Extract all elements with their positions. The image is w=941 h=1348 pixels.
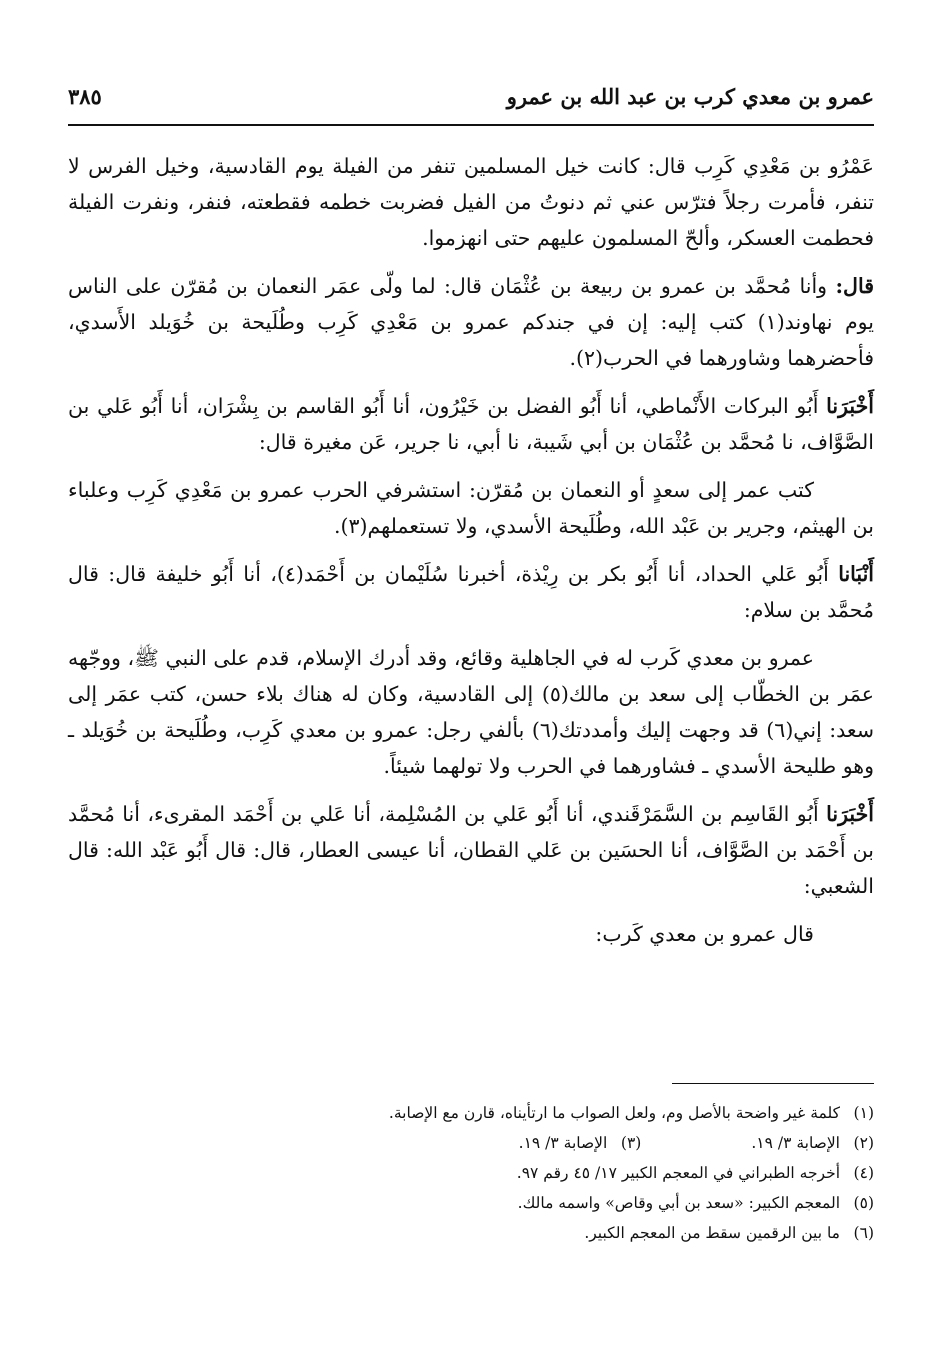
footnote-number: (٤) — [853, 1164, 874, 1182]
paragraph-lead-word: أَنْبَانا — [838, 562, 874, 586]
paragraph-text: وأنا مُحمَّد بن عمرو بن ربيعة بن عُثْمَان قال: لما ولّى عمَر النعمان بن مُقرّن على الناس يوم نهاوند(١) كتب إليه: إن في جندكم عمرو بن مَعْدِي كَرِب وطُلَيحة بن خُوَيلد الأَسدي، فأحضرهما وشاورهما في الحرب(٢). — [68, 274, 874, 370]
footnote-5 — [68, 1188, 874, 1218]
page-header — [68, 78, 874, 126]
footnote-number: (٥) — [853, 1194, 874, 1212]
paragraph-lead-word: قال: — [835, 274, 874, 298]
footnote-4 — [68, 1158, 874, 1188]
paragraph-lead-word: أَخْبَرَنا — [826, 394, 874, 418]
paragraph-6 — [68, 640, 874, 784]
footnote-1 — [68, 1098, 874, 1128]
footnote-text: ما بين الرقمين سقط من المعجم الكبير. — [584, 1224, 840, 1242]
main-text — [68, 148, 874, 952]
footnote-text: كلمة غير واضحة بالأصل وم، ولعل الصواب ما ارتأيناه، قارن مع الإصابة. — [388, 1104, 840, 1122]
paragraph-text: أَبُو القَاسِم بن السَّمَرْقَندي، أنا أَبُو عَلي بن المُسْلِمة، أنا عَلي بن أَحْمَد المقرىء، أنا مُحمَّد بن أَحْمَد بن الصَّوَّاف، أنا الحسَين بن عَلي القطان، أنا عيسى العطار، قال: قال أَبُو عَبْد الله: قال الشعبي: — [68, 802, 874, 898]
footnote-row-2-3 — [68, 1128, 874, 1158]
paragraph-text: كتب عمر إلى سعدٍ أو النعمان بن مُقرّن: استشرفي الحرب عمرو بن مَعْدِي كَرِب وعلباء بن الهيثم، وجرير بن عَبْد الله، وطُلَيحة الأسدي، ولا تستعملهم(٣). — [68, 478, 874, 538]
footnote-number: (٢) — [853, 1134, 874, 1152]
footnote-3 — [519, 1128, 642, 1158]
footnote-number: (٣) — [620, 1134, 642, 1152]
page-number: ٣٨٥ — [68, 84, 102, 109]
footnote-text: المعجم الكبير: «سعد بن أبي وقاص» واسمه مالك. — [517, 1194, 840, 1212]
paragraph-text: عَمْرُو بن مَعْدِي كَرِب قال: كانت خيل المسلمين تنفر من الفيلة يوم القادسية، وخيل الفرس لا تنفر، فأمرت رجلاً فترّس عني ثم دنوتُ من الفيل فضربت خطمه فقطعته، فنفر، ونفرت الفيلة فحطمت العسكر، وألحّ المسلمون عليهم حتى انهزموا. — [68, 154, 874, 250]
footnote-text: الإصابة ٣/ ١٩. — [751, 1134, 840, 1152]
paragraph-2 — [68, 268, 874, 376]
paragraph-7 — [68, 796, 874, 904]
footnote-number: (٦) — [853, 1224, 874, 1242]
paragraph-text: عمرو بن معدي كَرب له في الجاهلية وقائع، وقد أدرك الإسلام، قدم على النبي ﷺ، ووجّهه عمَر بن الخطّاب إلى سعد بن مالك(٥) إلى القادسية، وكان له هناك بلاء حسن، كتب عمَر إلى سعد: إني(٦) قد وجهت إليك وأمددتك(٦) بألفي رجل: عمرو بن معدي كَرِب، وطُلَيحة بن خُوَيلد ـ وهو طليحة الأسدي ـ فشاورهما في الحرب ولا تولهما شيئاً. — [68, 646, 874, 778]
footnote-2 — [751, 1128, 874, 1158]
footnote-text: الإصابة ٣/ ١٩. — [518, 1134, 608, 1152]
paragraph-3 — [68, 388, 874, 460]
paragraph-4 — [68, 472, 874, 544]
footnotes — [68, 1098, 874, 1248]
paragraph-lead-word: أَخْبَرَنا — [826, 802, 874, 826]
paragraph-text: أَبُو عَلي الحداد، أنا أَبُو بكر بن رِيْذة، أخبرنا سُلَيْمان بن أَحْمَد(٤)، أنا أَبُو خليفة قال: قال مُحمَّد بن سلام: — [68, 562, 874, 622]
paragraph-1 — [68, 148, 874, 256]
footnote-6 — [68, 1218, 874, 1248]
running-title: عمرو بن معدي كرب بن عبد الله بن عمرو — [506, 84, 874, 109]
paragraph-text: أَبُو البركات الأَنْماطي، أنا أَبُو الفضل بن خَيْرُون، أنا أَبُو القاسم بن بِشْرَان، أنا أَبُو عَلي بن الصَّوَّاف، نا مُحمَّد بن عُثْمَان بن أبي شَيبة، نا أبي، نا جرير، عَن مغيرة قال: — [68, 394, 874, 454]
paragraph-8 — [68, 916, 874, 952]
footnote-divider — [672, 1083, 874, 1084]
paragraph-text: قال عمرو بن معدي كَرب: — [595, 922, 814, 946]
footnote-text: أخرجه الطبراني في المعجم الكبير ١٧/ ٤٥ رقم ٩٧. — [516, 1164, 840, 1182]
paragraph-5 — [68, 556, 874, 628]
footnote-number: (١) — [853, 1104, 874, 1122]
